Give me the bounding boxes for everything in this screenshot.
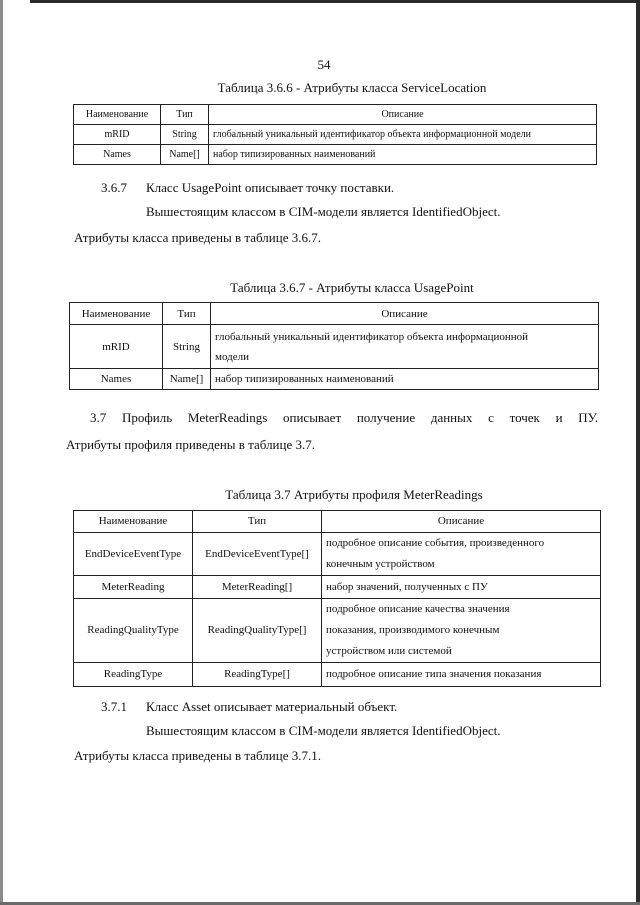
table-3-6-6: [73, 104, 597, 165]
table-row: [70, 369, 599, 390]
cell-name: Names: [74, 145, 161, 165]
cell-name: EndDeviceEventType: [74, 533, 193, 576]
header-type: Тип: [163, 303, 211, 325]
cell-type: String: [161, 125, 209, 145]
section-3-7-line1: 3.7 Профиль MeterReadings описывает получение данных с точек и ПУ.: [90, 410, 598, 425]
table-row: [74, 663, 601, 687]
cell-type: EndDeviceEventType[]: [193, 533, 322, 576]
cell-name: Names: [70, 369, 163, 390]
table-3-7: [73, 510, 601, 687]
table-3-6-7-caption: Таблица 3.6.7 - Атрибуты класса UsagePoint: [230, 280, 474, 295]
section-3-6-7-parent-class: Вышестоящим классом в CIM-модели является IdentifiedObject.: [146, 204, 501, 219]
table-header-row: [74, 105, 597, 125]
page-number: 54: [317, 57, 331, 72]
section-3-7-1-parent-class: Вышестоящим классом в CIM-модели является IdentifiedObject.: [146, 723, 501, 738]
header-type: Тип: [193, 511, 322, 533]
cell-name: mRID: [70, 325, 163, 369]
description-line: конечным устройством: [326, 558, 435, 570]
cell-description: глобальный уникальный идентификатор объекта информационной модели: [209, 125, 597, 145]
cell-description: [322, 533, 601, 576]
section-3-7-1-heading: Класс Asset описывает материальный объект.: [146, 699, 398, 714]
description-line: модели: [215, 350, 249, 363]
description-line: показания, производимого конечным: [326, 624, 500, 636]
cell-description: набор типизированных наименований: [209, 145, 597, 165]
cell-description: набор значений, полученных с ПУ: [322, 576, 601, 599]
section-3-6-7-number: 3.6.7: [101, 180, 127, 195]
cell-type: Name[]: [163, 369, 211, 390]
cell-type: ReadingType[]: [193, 663, 322, 687]
cell-type: Name[]: [161, 145, 209, 165]
header-type: Тип: [161, 105, 209, 125]
table-row: [74, 599, 601, 663]
table-row: [74, 145, 597, 165]
cell-type: MeterReading[]: [193, 576, 322, 599]
scan-right-edge: [636, 0, 640, 905]
cell-description: набор типизированных наименований: [211, 369, 599, 390]
cell-name: ReadingType: [74, 663, 193, 687]
section-3-7-1-attributes-ref: Атрибуты класса приведены в таблице 3.7.1.: [74, 748, 321, 763]
scan-top-edge: [30, 0, 640, 3]
scan-left-edge: [0, 0, 3, 905]
description-line: подробное описание события, произведенного: [326, 537, 545, 549]
table-row: [70, 325, 599, 369]
cell-type: String: [163, 325, 211, 369]
cell-name: MeterReading: [74, 576, 193, 599]
section-3-7-1-number: 3.7.1: [101, 699, 127, 714]
cell-description: [211, 325, 599, 369]
table-header-row: [70, 303, 599, 325]
header-description: Описание: [209, 105, 597, 125]
description-line: подробное описание качества значения: [326, 603, 510, 615]
section-3-6-7-heading: Класс UsagePoint описывает точку поставки.: [146, 180, 395, 195]
cell-name: ReadingQualityType: [74, 599, 193, 663]
table-3-6-7: [69, 302, 599, 390]
table-3-6-6-caption: Таблица 3.6.6 - Атрибуты класса ServiceLocation: [217, 80, 487, 95]
header-name: Наименование: [70, 303, 163, 325]
table-row: [74, 533, 601, 576]
header-name: Наименование: [74, 105, 161, 125]
header-description: Описание: [211, 303, 599, 325]
table-row: [74, 125, 597, 145]
table-header-row: [74, 511, 601, 533]
description-line: устройством или системой: [326, 645, 452, 657]
table-row: [74, 576, 601, 599]
table-3-7-caption: Таблица 3.7 Атрибуты профиля MeterReadings: [225, 487, 483, 502]
cell-type: ReadingQualityType[]: [193, 599, 322, 663]
cell-description: [322, 599, 601, 663]
section-3-6-7-attributes-ref: Атрибуты класса приведены в таблице 3.6.7.: [74, 230, 321, 245]
cell-name: mRID: [74, 125, 161, 145]
section-3-7-line2: Атрибуты профиля приведены в таблице 3.7.: [66, 437, 315, 452]
header-description: Описание: [322, 511, 601, 533]
cell-description: подробное описание типа значения показания: [322, 663, 601, 687]
header-name: Наименование: [74, 511, 193, 533]
description-line: глобальный уникальный идентификатор объекта информационной: [215, 330, 529, 343]
